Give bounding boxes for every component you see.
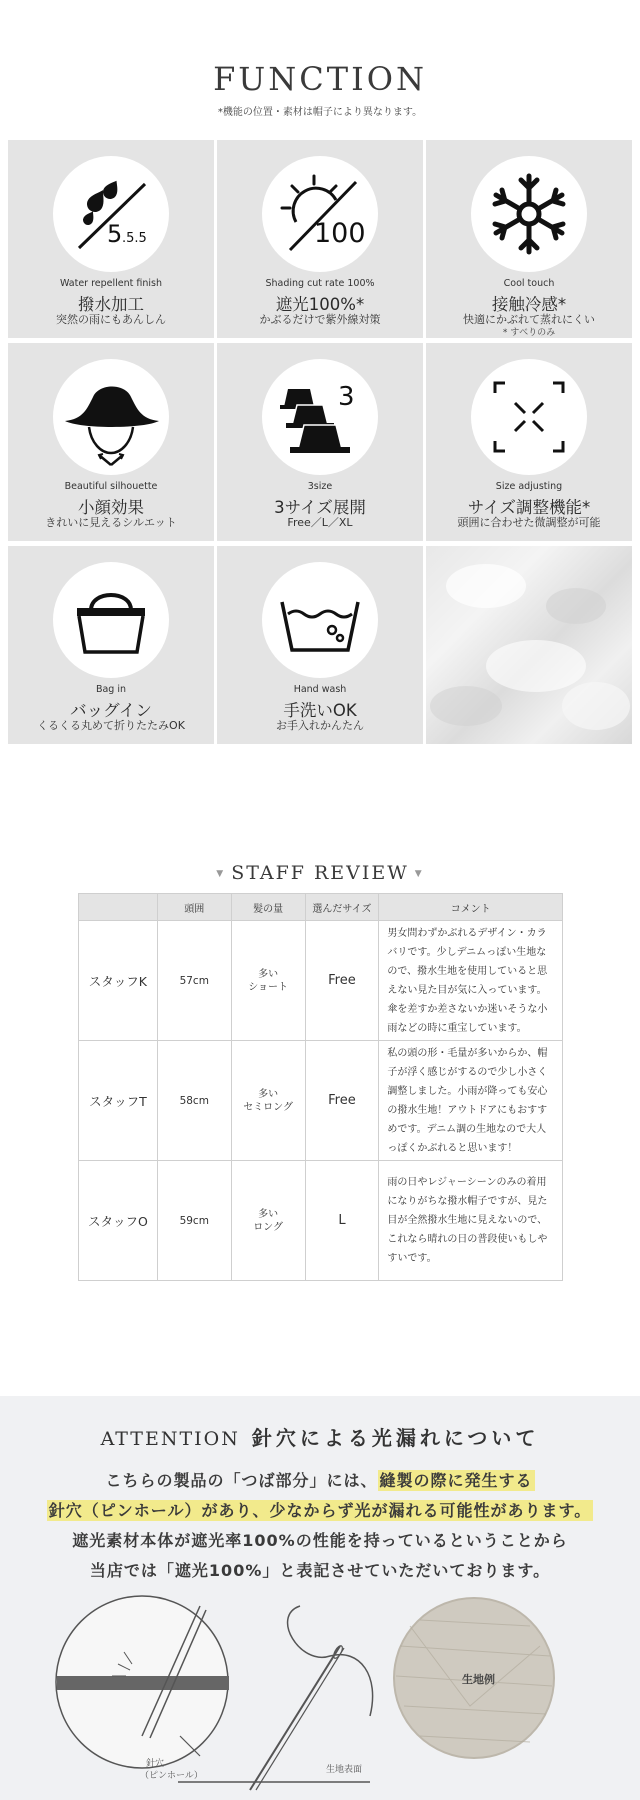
function-title: FUNCTION (213, 60, 427, 98)
item-desc: 突然の雨にもあんしん (56, 313, 166, 326)
item-desc: 頭囲に合わせた微調整が可能 (457, 516, 601, 529)
header-cell (79, 894, 158, 921)
item-jp: 3サイズ展開 (274, 498, 366, 517)
item-en: Water repellent finish (59, 278, 163, 289)
pinhole-illustration (0, 1586, 640, 1800)
hair-amount: 多い ロング (231, 1161, 305, 1281)
head-size: 59cm (157, 1161, 231, 1281)
item-desc: Free／L／XL (287, 516, 353, 529)
attention-line-4: 当店では「遮光100%」と表記させていただいております。 (89, 1561, 551, 1580)
bag-icon (53, 562, 169, 678)
snowflake-icon (471, 156, 587, 272)
attention-title: ATTENTION 針穴による光漏れについて (100, 1426, 540, 1450)
item-jp: バッグイン (70, 701, 152, 720)
sun-uv-icon (262, 156, 378, 272)
table-row (79, 1041, 563, 1161)
item-en: Cool touch (503, 278, 555, 289)
hair-amount: 多い セミロング (231, 1041, 305, 1161)
badge-100: 100 (314, 218, 366, 249)
comment: 私の頭の形・毛量が多いからか、帽子が浮く感じがするので少し小さく調整しました。小雨が降っても安心の撥水生地！アウトドアにもおすすめです。デニム調の生地なので大人っぽくかぶれると思います！ (379, 1041, 563, 1161)
water-drops-icon (53, 156, 169, 272)
header-cell: 頭囲 (157, 894, 231, 921)
attention-line-3: 遮光素材本体が遮光率100%の性能を持っているということから (72, 1531, 568, 1550)
function-grid (8, 140, 632, 744)
staff-name: スタッフO (79, 1161, 158, 1281)
item-jp: 撥水加工 (78, 295, 144, 314)
item-en: Beautiful silhouette (64, 481, 158, 492)
staff-name: スタッフK (79, 921, 158, 1041)
function-item-hand-wash (217, 546, 423, 744)
hair-amount: 多い ショート (231, 921, 305, 1041)
chosen-size: Free (305, 1041, 379, 1161)
item-jp: サイズ調整機能* (467, 498, 591, 517)
item-jp: 遮光100%* (275, 295, 365, 314)
header-cell: コメント (379, 894, 563, 921)
label-surface: 生地表面 (326, 1765, 363, 1775)
function-subtitle: *機能の位置・素材は帽子により異なります。 (217, 107, 423, 118)
hat-face-icon (53, 359, 169, 475)
fabric-photo (426, 546, 632, 744)
header-cell: 髪の量 (231, 894, 305, 921)
item-desc: 快適にかぶれて蒸れにくい (463, 313, 595, 326)
item-en: 3size (307, 481, 333, 492)
label-pinhole-sub: （ピンホール） (140, 1771, 203, 1781)
item-desc: くるくる丸めて折りたたみOK (37, 719, 185, 732)
triangle-icon: ▼ (216, 869, 226, 879)
svg-text:.5.5: .5.5 (122, 231, 147, 246)
function-item-shading (217, 140, 423, 338)
item-desc: きれいに見えるシルエット (45, 516, 177, 529)
function-item-bag-in (8, 546, 214, 744)
hand-wash-icon (262, 562, 378, 678)
item-jp: 手洗いOK (283, 701, 357, 720)
item-jp: 小顔効果 (78, 498, 144, 517)
staff-review-table (78, 893, 563, 1281)
expand-arrows-icon (471, 359, 587, 475)
badge-555: 5 (107, 220, 123, 248)
chosen-size: Free (305, 921, 379, 1041)
item-desc: お手入れかんたん (276, 719, 364, 732)
item-en: Bag in (95, 684, 127, 695)
label-sample: 生地例 (462, 1673, 495, 1686)
table-row (79, 1161, 563, 1281)
attention-section (0, 1396, 640, 1800)
function-item-size-adjust (426, 343, 632, 541)
item-en: Size adjusting (495, 481, 563, 492)
staff-name: スタッフT (79, 1041, 158, 1161)
item-jp: 接触冷感* (491, 295, 567, 314)
item-en: Shading cut rate 100% (265, 278, 375, 289)
head-size: 58cm (157, 1041, 231, 1161)
chosen-size: L (305, 1161, 379, 1281)
item-en: Hand wash (293, 684, 347, 695)
function-item-water-repellent (8, 140, 214, 338)
function-item-silhouette (8, 343, 214, 541)
item-desc: かぶるだけで紫外線対策 (259, 313, 381, 326)
table-header-row (79, 894, 563, 921)
function-item-3size (217, 343, 423, 541)
head-size: 57cm (157, 921, 231, 1041)
item-note: * すべりのみ (502, 328, 556, 338)
comment: 男女問わずかぶれるデザイン・カラバリです。少しデニムっぽい生地なので、撥水生地を使用していると思えない見た目が気に入っています。傘を差すか差さないか迷いそうな小雨などの時に重宝しています。 (379, 921, 563, 1041)
three-hats-icon (262, 359, 378, 475)
table-row (79, 921, 563, 1041)
badge-3: 3 (338, 382, 355, 412)
attention-line-2: 針穴（ピンホール）があり、少なからず光が漏れる可能性があります。 (48, 1501, 592, 1520)
staff-review-title: ▼ STAFF REVIEW ▼ (216, 862, 424, 884)
header-cell: 選んだサイズ (305, 894, 379, 921)
attention-line-1: こちらの製品の「つば部分」には、 縫製の際に発生する (105, 1471, 533, 1490)
triangle-icon: ▼ (414, 869, 424, 879)
function-item-cool-touch (426, 140, 632, 338)
label-pinhole: 針穴 (146, 1759, 165, 1769)
comment: 雨の日やレジャーシーンのみの着用になりがちな撥水帽子ですが、見た目が全然撥水生地に見えないので、これなら晴れの日の普段使いもしやすいです。 (379, 1161, 563, 1281)
